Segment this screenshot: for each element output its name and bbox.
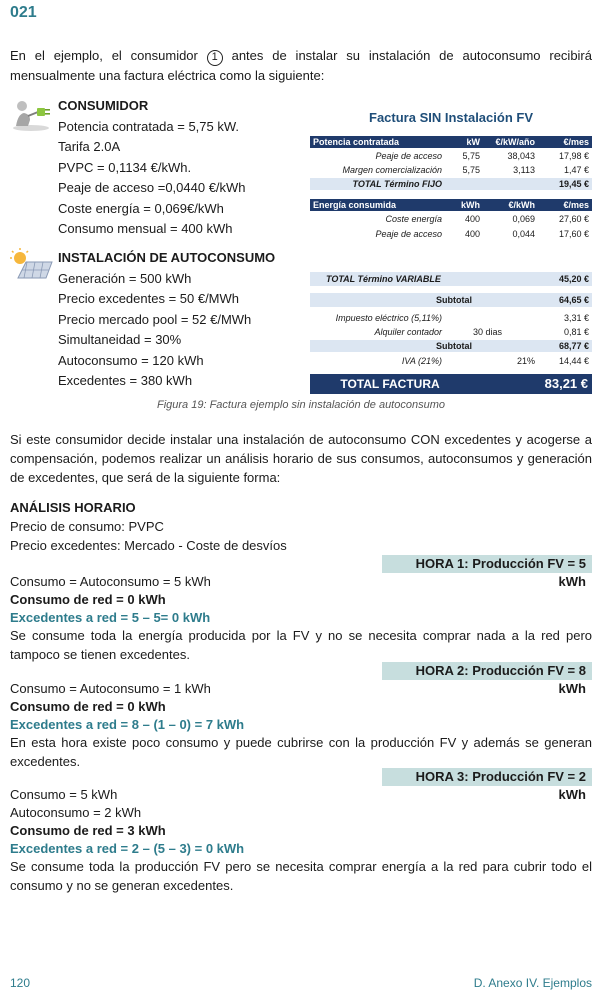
tax-row: Impuesto eléctrico (5,11%) 3,31 € bbox=[335, 313, 589, 323]
subtotal-row: Subtotal 64,65 € bbox=[310, 293, 592, 307]
energy-row: Peaje de acceso 400 0,044 17,60 € bbox=[375, 229, 589, 239]
hour-grid-consumption: Consumo de red = 0 kWh bbox=[10, 592, 166, 607]
intro-text-after: antes de instalar su instalación de autoconsumo recibirá mensualmente una factura eléctrica como la siguiente: bbox=[10, 48, 592, 83]
hour-3-bar: HORA 3: Producción FV = 2 kWh bbox=[382, 768, 592, 786]
consumer-line: Consumo mensual = 400 kWh bbox=[58, 221, 233, 236]
power-row: Peaje de acceso 5,75 38,043 17,98 € bbox=[375, 151, 589, 161]
consumer-title: CONSUMIDOR bbox=[58, 98, 149, 113]
hour-surplus: Excedentes a red = 2 – (5 – 3) = 0 kWh bbox=[10, 841, 245, 856]
invoice-table bbox=[310, 0, 592, 400]
intro-text-before: En el ejemplo, el consumidor bbox=[10, 48, 198, 63]
hour-grid-consumption: Consumo de red = 3 kWh bbox=[10, 823, 166, 838]
surplus-price: Precio excedentes: Mercado - Coste de desvíos bbox=[10, 538, 287, 553]
footer-page-number: 120 bbox=[10, 976, 31, 990]
footer-section: D. Anexo IV. Ejemplos bbox=[473, 976, 592, 990]
energy-row: Coste energía 400 0,069 27,60 € bbox=[385, 214, 589, 224]
consumer-line: Peaje de acceso =0,0440 €/kWh bbox=[58, 180, 246, 195]
hour-surplus: Excedentes a red = 5 – 5= 0 kWh bbox=[10, 610, 211, 625]
analysis-title: ANÁLISIS HORARIO bbox=[10, 500, 136, 515]
consumption-price: Precio de consumo: PVPC bbox=[10, 519, 164, 534]
hour-explanation: Se consume toda la energía producida por la FV y no se necesita comprar nada a la red pero tampoco se tienen excedentes. bbox=[10, 628, 592, 662]
consumer-line: Potencia contratada = 5,75 kW. bbox=[58, 118, 240, 134]
consumer-plug-icon bbox=[8, 96, 54, 132]
page-label: 021 bbox=[10, 4, 37, 21]
installation-line: Autoconsumo = 120 kWh bbox=[58, 352, 204, 368]
hour-line: Consumo = Autoconsumo = 5 kWh bbox=[10, 574, 211, 589]
figure-caption: Figura 19: Factura ejemplo sin instalación de autoconsumo bbox=[157, 399, 445, 411]
installation-line: Simultaneidad = 30% bbox=[58, 332, 182, 347]
consumer-line: Coste energía = 0,069€/kWh bbox=[58, 200, 224, 216]
consumer-section bbox=[58, 96, 246, 240]
variable-total-row: TOTAL Término VARIABLE 45,20 € bbox=[310, 272, 592, 286]
power-row: Margen comercialización 5,75 3,113 1,47 € bbox=[342, 165, 589, 175]
hour-line: Consumo = 5 kWh bbox=[10, 787, 118, 802]
grand-total-row: TOTAL FACTURA 83,21 € bbox=[310, 374, 592, 394]
installation-title: INSTALACIÓN DE AUTOCONSUMO bbox=[58, 250, 276, 265]
installation-line: Generación = 500 kWh bbox=[58, 270, 192, 286]
hour-grid-consumption: Consumo de red = 0 kWh bbox=[10, 699, 166, 714]
consumer-line: PVPC = 0,1134 €/kWh. bbox=[58, 159, 192, 175]
energy-header-row: Energía consumida kWh €/kWh €/mes bbox=[310, 199, 592, 211]
meter-rental-row: Alquiler contador 30 dias 0,81 € bbox=[374, 327, 589, 337]
hour-line: Autoconsumo = 2 kWh bbox=[10, 805, 142, 820]
analysis-intro-paragraph: Si este consumidor decide instalar una instalación de autoconsumo CON excedentes y acogerse a compensación, podemos realizar un análisis horario de sus consumos, autoconsumos y generación de excedentes, que será de la siguiente forma: bbox=[10, 432, 592, 485]
hour-line: Consumo = Autoconsumo = 1 kWh bbox=[10, 681, 211, 696]
installation-line: Excedentes = 380 kWh bbox=[58, 373, 193, 388]
hour-explanation: Se consume toda la producción FV pero se necesita comprar energía a la red para cubrir todo el consumo y no se generan excedentes. bbox=[10, 859, 592, 893]
subtotal-row: Subtotal 68,77 € bbox=[310, 340, 592, 352]
consumer-marker: 1 bbox=[207, 50, 223, 66]
installation-line: Precio excedentes = 50 €/MWh bbox=[58, 291, 240, 306]
consumer-line: Tarifa 2.0A bbox=[58, 139, 121, 154]
installation-section bbox=[58, 248, 275, 392]
fixed-total-row: TOTAL Término FIJO 19,45 € bbox=[310, 178, 592, 190]
hour-surplus: Excedentes a red = 8 – (1 – 0) = 7 kWh bbox=[10, 717, 245, 732]
power-header-row: Potencia contratada kW €/kW/año €/mes bbox=[310, 136, 592, 148]
installation-line: Precio mercado pool = 52 €/MWh bbox=[58, 311, 252, 327]
hour-explanation: En esta hora existe poco consumo y puede cubrirse con la producción FV y además se generan excedentes. bbox=[10, 735, 592, 769]
hour-1-bar: HORA 1: Producción FV = 5 kWh bbox=[382, 555, 592, 573]
solar-panel-icon bbox=[8, 248, 54, 282]
invoice-title: Factura SIN Instalación FV bbox=[369, 110, 533, 125]
iva-row: IVA (21%) 21% 14,44 € bbox=[401, 356, 589, 366]
hour-2-bar: HORA 2: Producción FV = 8 kWh bbox=[382, 662, 592, 680]
